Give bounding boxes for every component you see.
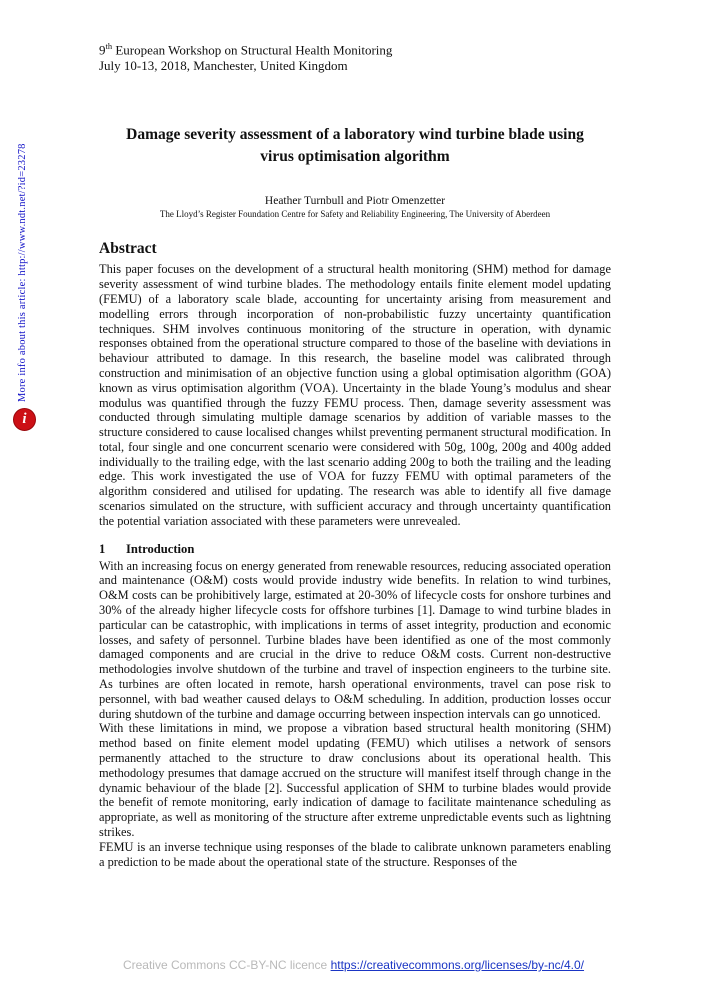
workshop-name: European Workshop on Structural Health Monitoring [112, 42, 393, 58]
info-icon[interactable] [13, 408, 36, 431]
workshop-number-ordinal: th [105, 41, 113, 51]
workshop-number: 9 [99, 42, 106, 58]
section-number: 1 [99, 541, 106, 556]
abstract-heading: Abstract [99, 240, 157, 258]
workshop-date-location: July 10-13, 2018, Manchester, United Kingdom [99, 58, 348, 74]
introduction-paragraph-2: With these limitations in mind, we propose a vibration based structural health monitoring (SHM) method based on finite element model updating (FEMU) which utilises a network of sensors permanently attached to the structure to draw conclusions about its operational health. This methodology presumes that damage accrued on the structure will manifest itself through change in the dynamic behaviour of the blade [2]. Successful application of SHM to turbine blades would provide the benefit of remote monitoring, early indication of damage to facilitate maintenance scheduling as appropriate, as well as monitoring of the structure after extreme unpredictable events such as lightning strikes. [99, 721, 611, 840]
paper-content [99, 38, 611, 869]
introduction-paragraph-1: With an increasing focus on energy generated from renewable resources, reducing associated operation and maintenance (O&M) costs would provide industry wide benefits. In relation to wind turbines, O&M costs can be prohibitively large, estimated at 20-30% of lifecycle costs for onshore turbines and 30% of the already higher lifecycle costs for offshore turbines [1]. Damage to wind turbine blades in particular can be catastrophic, with implications in terms of asset integrity, production and economic losses, and safety of personnel. Turbine blades have been identified as one of the most commonly damaged components and are crucial in the drive to reduce O&M costs. Current non-destructive methodologies involve shutdown of the turbine and travel of inspection engineers to the turbine site. As turbines are often located in remote, harsh operational environments, travel can pose risk to personnel, with bad weather caused delays to O&M scheduling. In addition, production losses occur during shutdown of the turbine and damage occurring between inspection intervals can go unnoticed. [99, 558, 611, 721]
authors-line: Heather Turnbull and Piotr Omenzetter [264, 195, 446, 208]
paper-title: Damage severity assessment of a laboratory wind turbine blade using virus optimisation algorithm [126, 126, 584, 166]
affiliation-line: The Lloyd’s Register Foundation Centre for Safety and Reliability Engineering, The University of Aberdeen [159, 209, 551, 220]
workshop-title-line [99, 38, 611, 58]
info-icon-letter: i [22, 411, 27, 427]
section-heading-introduction [99, 542, 611, 557]
footer-license [0, 958, 707, 972]
abstract-paragraph: This paper focuses on the development of a structural health monitoring (SHM) method for damage severity assessment of wind turbine blades. The methodology entails finite element model updating (FEMU) of a laboratory scale blade, accounting for uncertainty arising from measurement and modelling errors through incorporation of non-probabilistic fuzzy uncertainty quantification techniques. SHM involves continuous monitoring of the structure in operation, with dynamic responses obtained from the operational structure compared to those of the baseline with deviations in behaviour attributed to damage. In this research, the baseline model was calibrated through construction and minimisation of an objective function using a global optimisation algorithm (GOA) known as virus optimisation algorithm (VOA). Uncertainty in the blade Young’s modulus and shear modulus was quantified through the fuzzy FEMU process. Then, damage severity assessment was conducted through simulating multiple damage scenarios by addition of variable masses to the structure considered to cause localised changes whilst preventing permanent structural modification. In total, four single and one concurrent scenario were considered with 50g, 100g, 200g and 400g added individually to the trailing edge, with the last scenario adding 200g to both the trailing and the leading edge. This work investigated the use of VOA for fuzzy FEMU with optimal parameters of the algorithm considered and utilised for updating. The research was able to identify all five damage scenarios simulated on the structure, with sufficient accuracy and through uncertainty quantification the potential variation associated with these parameters were unrevealed. [99, 262, 611, 528]
license-link[interactable]: https://creativecommons.org/licenses/by-nc/4.0/ [330, 958, 585, 972]
section-title: Introduction [126, 541, 195, 556]
introduction-paragraph-3: FEMU is an inverse technique using responses of the blade to calibrate unknown parameters enabling a prediction to be made about the operational state of the structure. Responses of the [99, 839, 611, 869]
article-info-link[interactable]: More info about this article: http://www.ndt.net/?id=23278 [17, 143, 28, 402]
license-text: Creative Commons CC-BY-NC licence [122, 958, 331, 972]
